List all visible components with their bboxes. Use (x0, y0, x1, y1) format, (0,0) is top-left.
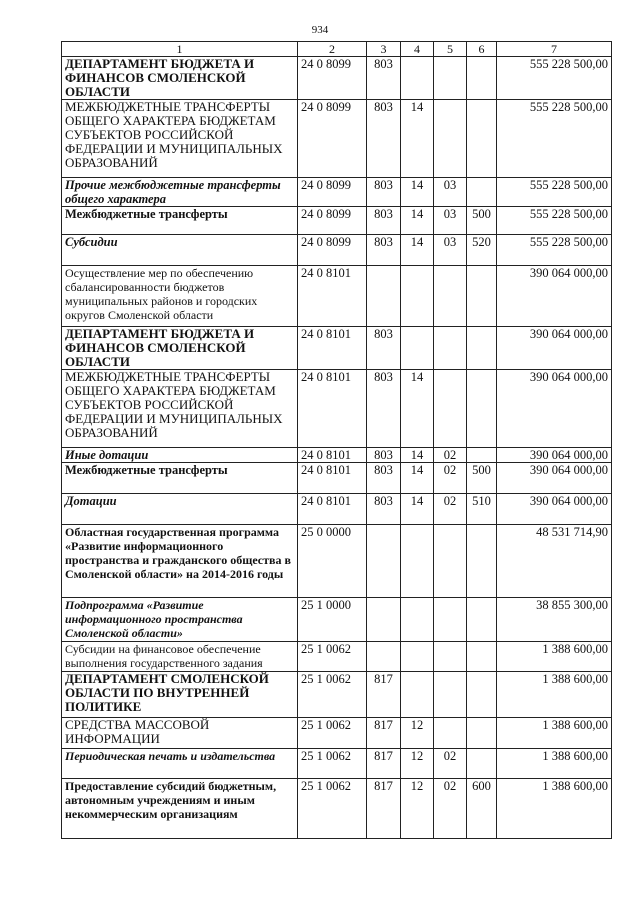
row-amount: 390 064 000,00 (497, 463, 612, 494)
row-section (401, 642, 434, 672)
table-row (62, 100, 612, 178)
row-amount: 555 228 500,00 (497, 57, 612, 100)
row-ministry: 803 (367, 235, 401, 266)
row-vr (467, 327, 497, 370)
row-name: Субсидии (62, 235, 298, 266)
row-ministry: 817 (367, 672, 401, 718)
row-ministry: 817 (367, 749, 401, 779)
row-amount: 555 228 500,00 (497, 100, 612, 178)
table-row (62, 266, 612, 327)
header-col-1: 1 (62, 42, 298, 57)
row-section: 14 (401, 494, 434, 525)
row-subsection: 02 (434, 779, 467, 839)
row-ministry: 803 (367, 370, 401, 448)
row-subsection (434, 642, 467, 672)
row-code: 25 1 0062 (298, 718, 367, 749)
row-amount: 390 064 000,00 (497, 327, 612, 370)
header-row (62, 42, 612, 57)
row-ministry (367, 598, 401, 642)
row-subsection (434, 370, 467, 448)
row-vr (467, 266, 497, 327)
row-code: 25 1 0062 (298, 779, 367, 839)
row-name: Прочие межбюджетные трансферты общего характера (62, 178, 298, 207)
budget-table (61, 41, 612, 839)
row-subsection: 03 (434, 178, 467, 207)
row-amount: 1 388 600,00 (497, 672, 612, 718)
row-vr (467, 57, 497, 100)
row-amount: 1 388 600,00 (497, 779, 612, 839)
row-amount: 390 064 000,00 (497, 448, 612, 463)
row-amount: 390 064 000,00 (497, 266, 612, 327)
row-subsection (434, 598, 467, 642)
row-subsection: 02 (434, 749, 467, 779)
row-section: 14 (401, 100, 434, 178)
row-section: 12 (401, 779, 434, 839)
header-col-4: 4 (401, 42, 434, 57)
row-subsection (434, 327, 467, 370)
row-vr (467, 448, 497, 463)
header-col-5: 5 (434, 42, 467, 57)
header-col-7: 7 (497, 42, 612, 57)
row-vr: 520 (467, 235, 497, 266)
row-ministry: 803 (367, 178, 401, 207)
row-name: ДЕПАРТАМЕНТ СМОЛЕНСКОЙ ОБЛАСТИ ПО ВНУТРЕННЕЙ ПОЛИТИКЕ (62, 672, 298, 718)
table-row (62, 207, 612, 235)
row-subsection (434, 57, 467, 100)
row-vr (467, 672, 497, 718)
row-subsection: 03 (434, 207, 467, 235)
page-number: 934 (311, 24, 329, 36)
row-ministry (367, 525, 401, 598)
row-code: 25 1 0062 (298, 642, 367, 672)
row-amount: 1 388 600,00 (497, 642, 612, 672)
row-section (401, 57, 434, 100)
row-vr: 500 (467, 207, 497, 235)
row-name: Субсидии на финансовое обеспечение выполнения государственного задания (62, 642, 298, 672)
row-ministry: 817 (367, 779, 401, 839)
row-name: МЕЖБЮДЖЕТНЫЕ ТРАНСФЕРТЫ ОБЩЕГО ХАРАКТЕРА БЮДЖЕТАМ СУБЪЕКТОВ РОССИЙСКОЙ ФЕДЕРАЦИИ И МУНИЦИПАЛЬНЫХ ОБРАЗОВАНИЙ (62, 100, 298, 178)
row-code: 24 0 8099 (298, 207, 367, 235)
row-name: Предоставление субсидий бюджетным, автономным учреждениям и иным некоммерческим организациям (62, 779, 298, 839)
row-code: 24 0 8099 (298, 235, 367, 266)
row-subsection: 02 (434, 463, 467, 494)
row-amount: 38 855 300,00 (497, 598, 612, 642)
row-ministry: 803 (367, 327, 401, 370)
row-name: СРЕДСТВА МАССОВОЙ ИНФОРМАЦИИ (62, 718, 298, 749)
row-vr (467, 370, 497, 448)
row-section: 14 (401, 370, 434, 448)
row-subsection (434, 672, 467, 718)
row-code: 25 1 0062 (298, 749, 367, 779)
row-code: 25 0 0000 (298, 525, 367, 598)
row-ministry (367, 266, 401, 327)
row-code: 24 0 8101 (298, 327, 367, 370)
row-section: 14 (401, 448, 434, 463)
row-section (401, 598, 434, 642)
table-row (62, 642, 612, 672)
row-code: 24 0 8099 (298, 57, 367, 100)
row-name: Областная государственная программа «Развитие информационного пространства и гражданского общества в Смоленской области» на 2014-2016 годы (62, 525, 298, 598)
row-subsection (434, 266, 467, 327)
row-ministry: 803 (367, 100, 401, 178)
header-col-6: 6 (467, 42, 497, 57)
table-row (62, 672, 612, 718)
table-row (62, 463, 612, 494)
row-vr (467, 178, 497, 207)
row-amount: 555 228 500,00 (497, 178, 612, 207)
row-section: 14 (401, 178, 434, 207)
row-section (401, 525, 434, 598)
row-subsection (434, 100, 467, 178)
row-ministry: 803 (367, 57, 401, 100)
row-amount: 555 228 500,00 (497, 235, 612, 266)
row-name: Осуществление мер по обеспечению сбалансированности бюджетов муниципальных районов и городских округов Смоленской области (62, 266, 298, 327)
table-row (62, 178, 612, 207)
row-amount: 1 388 600,00 (497, 749, 612, 779)
row-section: 14 (401, 207, 434, 235)
row-code: 24 0 8099 (298, 178, 367, 207)
row-vr: 600 (467, 779, 497, 839)
row-code: 25 1 0062 (298, 672, 367, 718)
row-vr: 510 (467, 494, 497, 525)
table-row (62, 235, 612, 266)
row-name: МЕЖБЮДЖЕТНЫЕ ТРАНСФЕРТЫ ОБЩЕГО ХАРАКТЕРА БЮДЖЕТАМ СУБЪЕКТОВ РОССИЙСКОЙ ФЕДЕРАЦИИ И МУНИЦИПАЛЬНЫХ ОБРАЗОВАНИЙ (62, 370, 298, 448)
row-name: Иные дотации (62, 448, 298, 463)
row-amount: 1 388 600,00 (497, 718, 612, 749)
row-section (401, 672, 434, 718)
row-section: 12 (401, 749, 434, 779)
table-row (62, 525, 612, 598)
row-vr (467, 598, 497, 642)
row-subsection: 02 (434, 494, 467, 525)
row-name: ДЕПАРТАМЕНТ БЮДЖЕТА И ФИНАНСОВ СМОЛЕНСКОЙ ОБЛАСТИ (62, 327, 298, 370)
row-code: 24 0 8099 (298, 100, 367, 178)
row-subsection (434, 525, 467, 598)
row-vr (467, 718, 497, 749)
row-amount: 48 531 714,90 (497, 525, 612, 598)
row-amount: 555 228 500,00 (497, 207, 612, 235)
row-subsection (434, 718, 467, 749)
row-vr: 500 (467, 463, 497, 494)
row-name: Дотации (62, 494, 298, 525)
row-name: Межбюджетные трансферты (62, 207, 298, 235)
row-name: Подпрограмма «Развитие информационного пространства Смоленской области» (62, 598, 298, 642)
row-code: 24 0 8101 (298, 266, 367, 327)
row-section (401, 266, 434, 327)
row-vr (467, 525, 497, 598)
row-ministry: 803 (367, 463, 401, 494)
row-code: 24 0 8101 (298, 370, 367, 448)
table-row (62, 494, 612, 525)
table-row (62, 749, 612, 779)
table-row (62, 779, 612, 839)
row-vr (467, 100, 497, 178)
row-subsection: 03 (434, 235, 467, 266)
row-section: 14 (401, 235, 434, 266)
row-vr (467, 642, 497, 672)
table-row (62, 448, 612, 463)
row-code: 24 0 8101 (298, 448, 367, 463)
header-col-3: 3 (367, 42, 401, 57)
row-ministry: 803 (367, 448, 401, 463)
row-ministry: 803 (367, 207, 401, 235)
row-ministry (367, 642, 401, 672)
header-col-2: 2 (298, 42, 367, 57)
table-row (62, 370, 612, 448)
row-section: 12 (401, 718, 434, 749)
row-section: 14 (401, 463, 434, 494)
row-subsection: 02 (434, 448, 467, 463)
row-ministry: 817 (367, 718, 401, 749)
row-vr (467, 749, 497, 779)
row-code: 25 1 0000 (298, 598, 367, 642)
table-row (62, 718, 612, 749)
row-amount: 390 064 000,00 (497, 494, 612, 525)
row-name: ДЕПАРТАМЕНТ БЮДЖЕТА И ФИНАНСОВ СМОЛЕНСКОЙ ОБЛАСТИ (62, 57, 298, 100)
row-name: Периодическая печать и издательства (62, 749, 298, 779)
row-code: 24 0 8101 (298, 494, 367, 525)
table-row (62, 598, 612, 642)
row-ministry: 803 (367, 494, 401, 525)
table-row (62, 327, 612, 370)
table-row (62, 57, 612, 100)
row-amount: 390 064 000,00 (497, 370, 612, 448)
row-code: 24 0 8101 (298, 463, 367, 494)
row-name: Межбюджетные трансферты (62, 463, 298, 494)
row-section (401, 327, 434, 370)
